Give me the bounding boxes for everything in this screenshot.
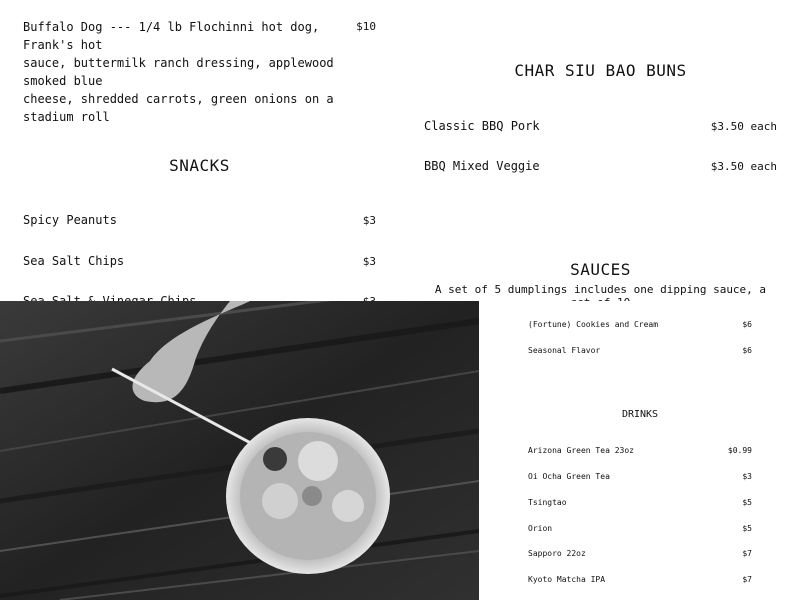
drinks-heading: DRINKS — [621, 409, 659, 420]
drink-item-tsingtao: Tsingtao — [528, 498, 567, 507]
snacks-heading: SNACKS — [169, 156, 230, 175]
snack-item-peanuts: Spicy Peanuts — [23, 213, 117, 227]
dessert-price-cookies: $6 — [742, 320, 752, 329]
drink-price-orion: $5 — [742, 524, 752, 533]
drink-item-arizona: Arizona Green Tea 23oz — [528, 446, 634, 455]
drink-item-oi-ocha: Oi Ocha Green Tea — [528, 472, 610, 481]
snack-price-sea-salt: $3 — [362, 255, 376, 268]
drink-price-tsingtao: $5 — [742, 498, 752, 507]
dessert-item-cookies: (Fortune) Cookies and Cream — [528, 320, 659, 329]
drink-price-sapporo: $7 — [742, 549, 752, 558]
snack-price-peanuts: $3 — [362, 214, 376, 227]
bao-heading: CHAR SIU BAO BUNS — [514, 61, 687, 80]
sauces-heading: SAUCES — [570, 260, 631, 279]
photo-icon — [0, 301, 479, 600]
drink-item-orion: Orion — [528, 524, 553, 533]
dessert-price-seasonal: $6 — [742, 346, 752, 355]
hotdog-line-2: sauce, buttermilk ranch dressing, applewood smoked blue — [23, 56, 334, 88]
sauces-note: A set of 5 dumplings includes one dipping sauce, a — [434, 283, 767, 296]
hotdog-line-3: cheese, shredded carrots, green onions on a stadium roll — [23, 92, 334, 124]
bao-item-veggie: BBQ Mixed Veggie — [424, 159, 540, 173]
dessert-item-seasonal: Seasonal Flavor — [528, 346, 601, 355]
hotdog-price: $10 — [356, 20, 376, 33]
drink-item-kyoto: Kyoto Matcha IPA — [528, 575, 606, 584]
bao-price-pork: $3.50 each — [710, 120, 777, 133]
bao-price-veggie: $3.50 each — [710, 160, 777, 173]
drink-price-oi-ocha: $3 — [742, 472, 752, 481]
snack-item-sea-salt: Sea Salt Chips — [23, 254, 125, 268]
drink-price-kyoto: $7 — [742, 575, 752, 584]
dumplings-photo — [0, 301, 479, 600]
bao-item-pork: Classic BBQ Pork — [424, 119, 540, 133]
hotdog-line-1: Buffalo Dog --- 1/4 lb Flochinni hot dog, Frank's hot — [23, 20, 320, 52]
drink-item-sapporo: Sapporo 22oz — [528, 549, 586, 558]
hotdog-description — [23, 18, 363, 126]
drink-price-arizona: $0.99 — [727, 446, 752, 455]
